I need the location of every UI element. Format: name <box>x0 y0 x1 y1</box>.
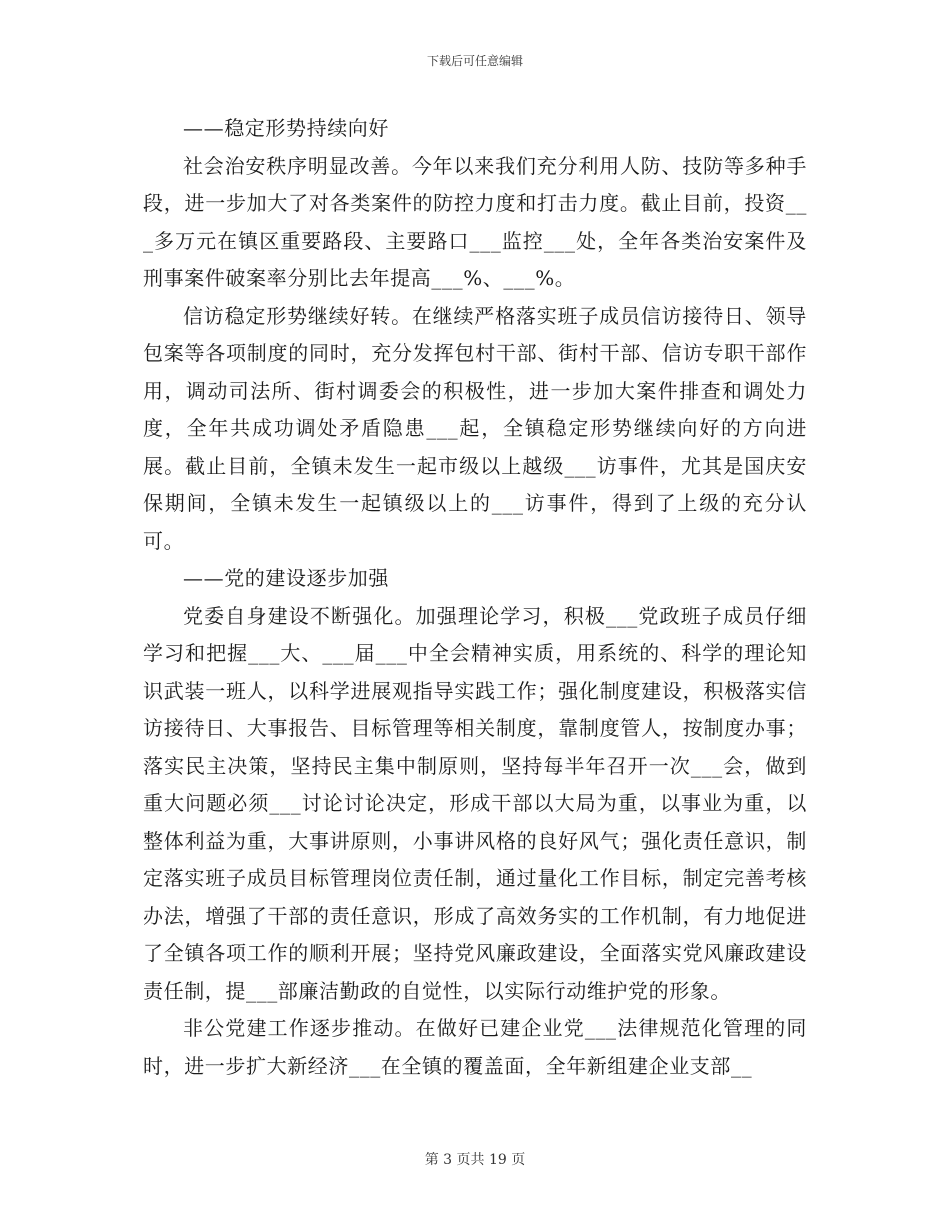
paragraph-petition-stability: 信访稳定形势继续好转。在继续严格落实班子成员信访接待日、领导包案等各项制度的同时，充分发挥包村干部、街村干部、信访专职干部作用，调动司法所、街村调委会的积极性，进一步加大案件排查和调处力度，全年共成功调处矛盾隐患___起，全镇稳定形势继续向好的方向进展。截止目前，全镇未发生一起市级以上越级___访事件，尤其是国庆安保期间，全镇未发生一起镇级以上的___访事件，得到了上级的充分认可。 <box>143 303 807 553</box>
page-number-footer: 第 3 页共 19 页 <box>424 1152 526 1168</box>
paragraph-party-committee: 党委自身建设不断强化。加强理论学习，积极___党政班子成员仔细学习和把握___大、___届___中全会精神实质，用系统的、科学的理论知识武装一班人，以科学进展观指导实践工作；强化制度建设，积极落实信访接待日、大事报告、目标管理等相关制度，靠制度管人，按制度办事；落实民主决策，坚持民主集中制原则，坚持每半年召开一次___会，做到重大问题必须___讨论讨论决定，形成干部以大局为重，以事业为重，以整体利益为重，大事讲原则，小事讲风格的良好风气；强化责任意识，制定落实班子成员目标管理岗位责任制，通过量化工作目标，制定完善考核办法，增强了干部的责任意识，形成了高效务实的工作机制，有力地促进了全镇各项工作的顺利开展；坚持党风廉政建设，全面落实党风廉政建设责任制，提___部廉洁勤政的自觉性，以实际行动维护党的形象。 <box>143 603 807 1003</box>
paragraph-non-public-party: 非公党建工作逐步推动。在做好已建企业党___法律规范化管理的同时，进一步扩大新经济___在全镇的覆盖面，全年新组建企业支部__ <box>143 1016 807 1078</box>
section-heading-party-building: ——党的建设逐步加强 <box>183 566 389 590</box>
paragraph-public-security: 社会治安秩序明显改善。今年以来我们充分利用人防、技防等多种手段，进一步加大了对各类案件的防控力度和打击力度。截止目前，投资___多万元在镇区重要路段、主要路口___监控___处，全年各类治安案件及刑事案件破案率分别比去年提高___%、___%。 <box>143 153 807 290</box>
page-header-note: 下载后可任意编辑 <box>426 54 523 68</box>
document-body <box>143 110 807 1085</box>
section-heading-stability: ——稳定形势持续向好 <box>183 116 389 140</box>
